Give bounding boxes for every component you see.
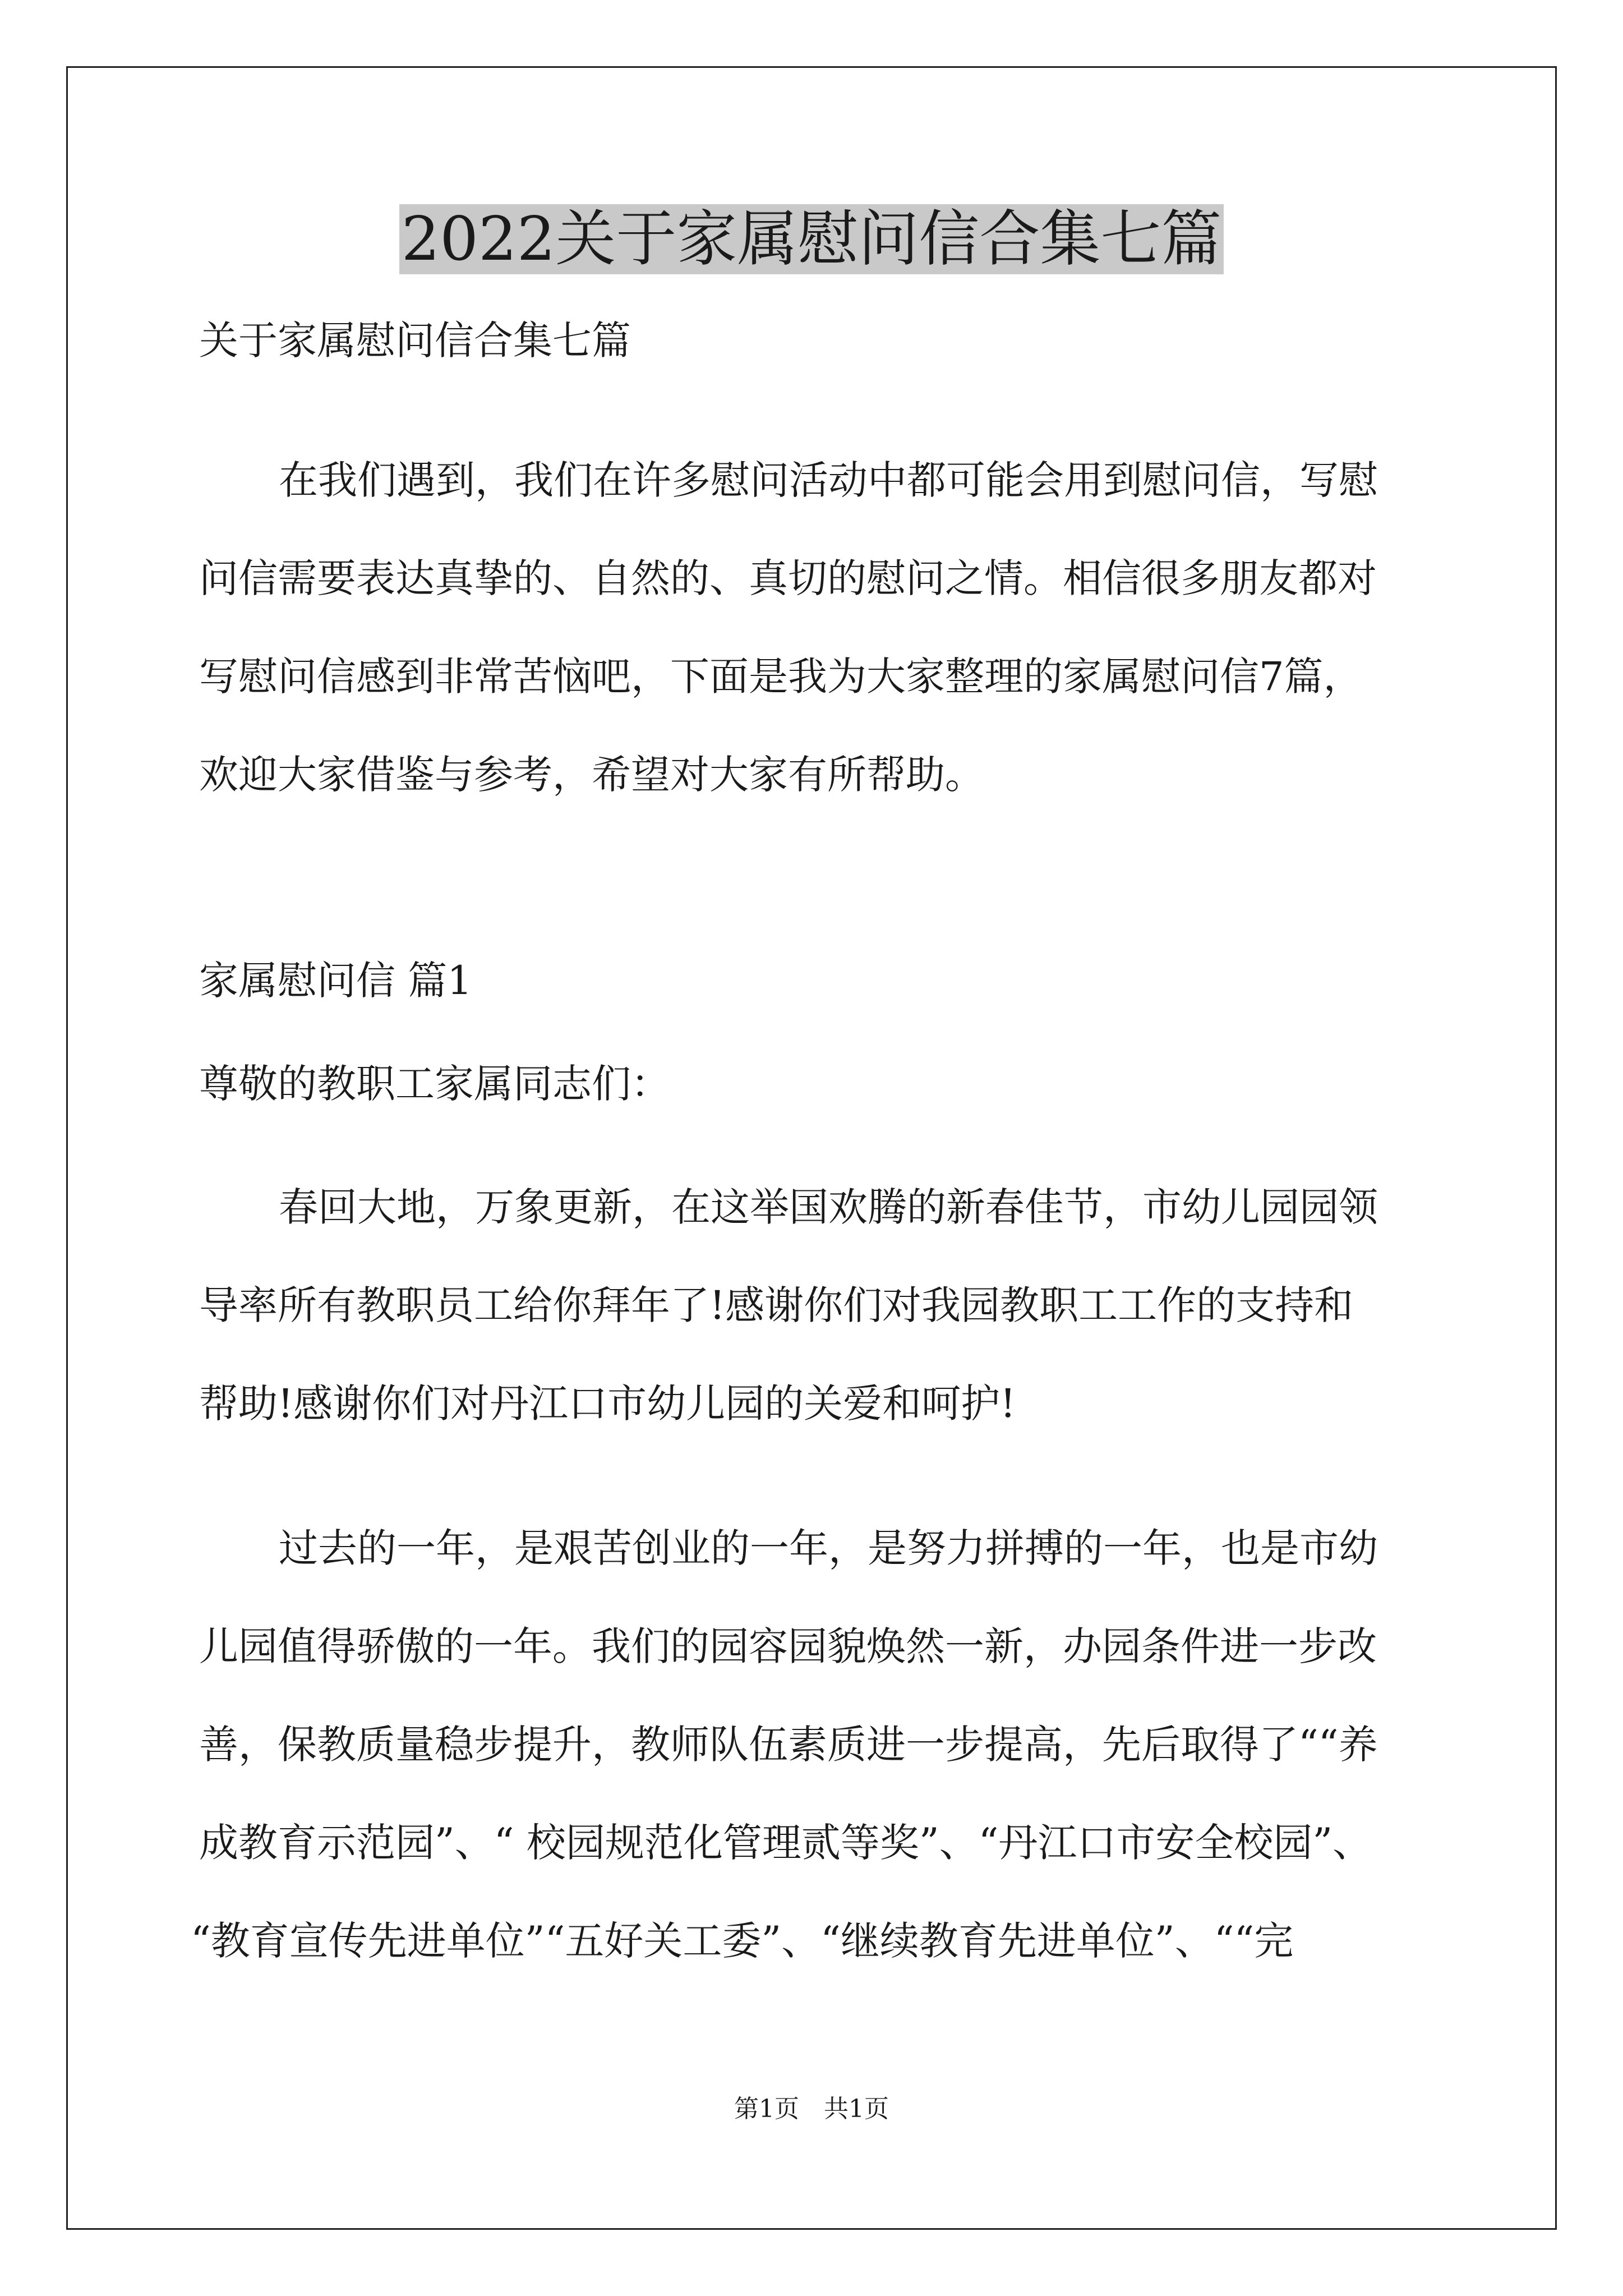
document-title-text: 2022关于家属慰问信合集七篇 bbox=[399, 204, 1224, 274]
section-heading: 家属慰问信 篇1 bbox=[199, 958, 472, 1004]
paragraph2-line-5: “教育宣传先进单位”“五好关工委”、“继续教育先进单位”、““完 bbox=[191, 1918, 1294, 1964]
page-total: 共1页 bbox=[824, 2095, 889, 2123]
page-number: 第1页 bbox=[734, 2095, 799, 2123]
paragraph2-line-3: 善，保教质量稳步提升，教师队伍素质进一步提高，先后取得了““养 bbox=[199, 1722, 1378, 1768]
paragraph2-line-4: 成教育示范园”、“ 校园规范化管理贰等奖”、“丹江口市安全校园”、 bbox=[199, 1820, 1372, 1866]
paragraph1-line-2: 导率所有教职员工给你拜年了!感谢你们对我园教职工工作的支持和 bbox=[199, 1282, 1354, 1328]
intro-line-1: 在我们遇到，我们在许多慰问活动中都可能会用到慰问信，写慰 bbox=[279, 457, 1378, 503]
paragraph1-line-1: 春回大地，万象更新，在这举国欢腾的新春佳节，市幼儿园园领 bbox=[279, 1184, 1378, 1230]
paragraph2-line-2: 儿园值得骄傲的一年。我们的园容园貌焕然一新，办园条件进一步改 bbox=[199, 1623, 1377, 1669]
document-title bbox=[0, 197, 1623, 282]
page-border bbox=[66, 66, 1557, 2230]
subtitle: 关于家属慰问信合集七篇 bbox=[199, 318, 631, 364]
paragraph2-line-1: 过去的一年，是艰苦创业的一年，是努力拼搏的一年，也是市幼 bbox=[279, 1525, 1378, 1571]
intro-line-2: 问信需要表达真挚的、自然的、真切的慰问之情。相信很多朋友都对 bbox=[199, 555, 1377, 601]
paragraph1-line-3: 帮助!感谢你们对丹江口市幼儿园的关爱和呵护! bbox=[199, 1381, 1016, 1427]
intro-line-4: 欢迎大家借鉴与参考，希望对大家有所帮助。 bbox=[199, 752, 984, 798]
page-footer bbox=[0, 2092, 1623, 2126]
salutation: 尊敬的教职工家属同志们： bbox=[199, 1061, 670, 1107]
intro-line-3: 写慰问信感到非常苦恼吧，下面是我为大家整理的家属慰问信7篇， bbox=[199, 654, 1363, 700]
